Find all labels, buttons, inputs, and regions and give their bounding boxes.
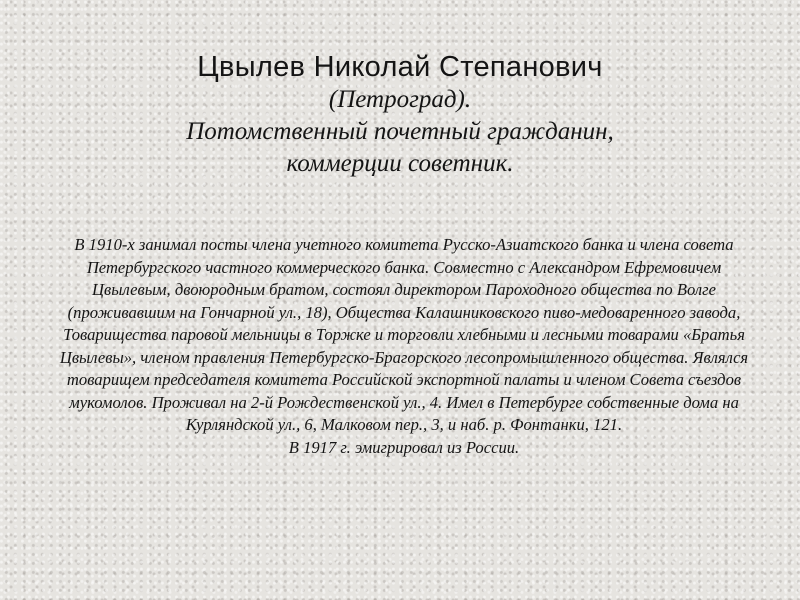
emigration-line: В 1917 г. эмигрировал из России. xyxy=(288,437,520,457)
status-line-1: Потомственный почетный гражданин, xyxy=(186,118,614,145)
biography-text xyxy=(48,234,760,459)
status-line-2: коммерции советник. xyxy=(286,150,514,177)
city-label: (Петроград). xyxy=(328,86,472,113)
title-block xyxy=(0,50,800,180)
biography-paragraph: В 1910-х занимал посты члена учетного комитета Русско-Азиатского банка и члена совета Петербургского частного коммерческого банка. Совместно с Александром Ефремовичем Цвылевым, двоюродным братом, состоял директором Пароходного общества по Волге (проживавшим на Гончарной ул., 18), Общества Калашниковского пиво-медоваренного завода, Товарищества паровой мельницы в Торжке и торговли хлебными и лесными товарами «Братья Цвылевы», членом правления Петербургско-Брагорского лесопромышленного общества. Являлся товарищем председателя комитета Российской экспортной палаты и членом Совета съездов мукомолов. Проживал на 2-й Рождественской ул., 4. Имел в Петербурге собственные дома на Курляндской ул., 6, Малковом пер., 3, и наб. р. Фонтанки, 121. xyxy=(59,235,749,434)
person-name: Цвылев Николай Степанович xyxy=(197,51,603,83)
